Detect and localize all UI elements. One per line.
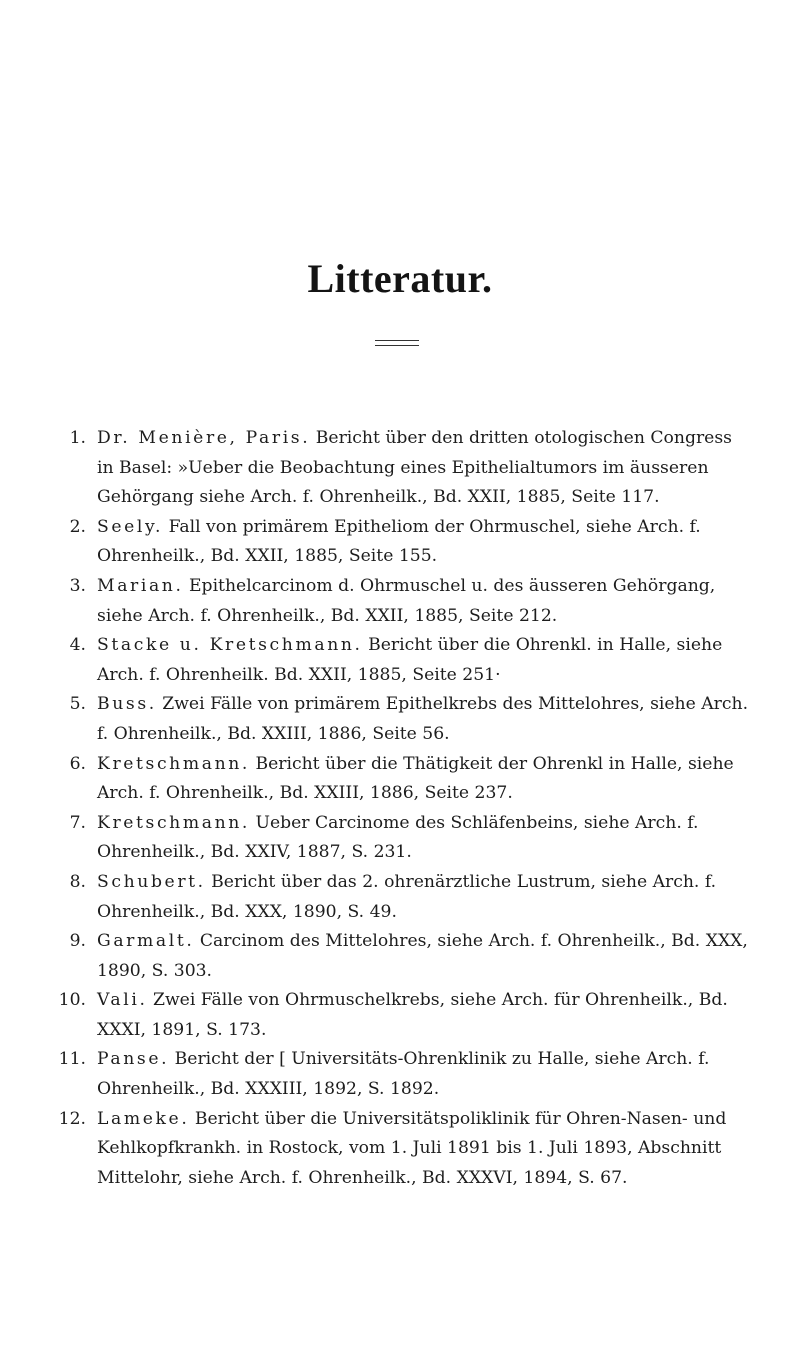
reference-item [50,868,750,927]
reference-text: Bericht über die Ohrenkl. in Halle, siehe Arch. f. Ohrenheilk. Bd. XXII, 1885, Seite 251· [97,635,723,685]
reference-item [50,572,750,631]
reference-item [50,809,750,868]
reference-text: Bericht über das 2. ohrenärztliche Lustrum, siehe Arch. f. Ohrenheilk., Bd. XXX, 1890, S. 49. [97,871,717,922]
reference-author: Kretschmann. [97,812,250,833]
reference-number: 12 . [50,1105,86,1135]
reference-author: Vali. [97,990,148,1011]
reference-text: Bericht über die Thätigkeit der Ohrenkl in Halle, siehe Arch. f. Ohrenheilk., Bd. XXIII, 1886, Seite 237. [97,753,734,804]
reference-number: 5 . [50,690,86,720]
reference-author: Lameke. [97,1108,190,1129]
reference-text: Ueber Carcinome des Schläfenbeins, siehe Arch. f. Ohrenheilk., Bd. XXIV, 1887, S. 231. [97,812,699,863]
reference-number: 8 . [50,868,86,898]
reference-text: Bericht über den dritten otologischen Congress in Basel: »Ueber die Beobachtung eines Epithelialtumors im äusseren Gehörgang siehe Arch. f. Ohrenheilk., Bd. XXII, 1885, Seite 117. [97,428,732,508]
reference-author: Marian. [97,575,184,596]
reference-number: 1 . [50,424,86,454]
reference-item [50,690,750,749]
reference-item [50,631,750,690]
reference-text: Zwei Fälle von primärem Epithelkrebs des Mittelohres, siehe Arch. f. Ohrenheilk., Bd. XXIII, 1886, Seite 56. [97,694,749,744]
reference-author: Dr. Menière, Paris. [97,428,311,448]
reference-number: 11 . [50,1045,86,1075]
reference-author: Stacke u. Kretschmann. [97,635,363,656]
reference-item [50,750,750,809]
reference-text: Bericht der [ Universitäts-Ohrenklinik zu Halle, siehe Arch. f. Ohrenheilk., Bd. XXXIII, 1892, S. 1892. [97,1049,710,1100]
reference-number: 10 . [50,986,86,1016]
reference-text: Bericht über die Universitätspoliklinik für Ohren-Nasen- und Kehlkopfkrankh. in Rostock, vom 1. Juli 1891 bis 1. Juli 1893, Abschnitt Mittelohr, siehe Arch. f. Ohrenheilk., Bd. XXXVI, 1894, S. 67. [97,1108,727,1188]
reference-list [50,424,750,1193]
reference-author: Kretschmann. [97,753,250,774]
reference-author: Garmalt. [97,931,195,952]
title-divider [375,340,419,346]
reference-item [50,927,750,986]
reference-item [50,1105,750,1194]
reference-item [50,424,750,513]
reference-author: Schubert. [97,871,206,892]
reference-number: 9 . [50,927,86,957]
reference-author: Buss. [97,694,157,715]
reference-text: Epithelcarcinom d. Ohrmuschel u. des äusseren Gehörgang, siehe Arch. f. Ohrenheilk., Bd. XXII, 1885, Seite 212. [97,575,716,626]
page-title: Litteratur. [307,256,493,301]
reference-number: 4 . [50,631,86,661]
reference-author: Seely. [97,516,164,537]
reference-number: 7 . [50,809,86,839]
reference-number: 2 . [50,513,86,543]
reference-number: 6 . [50,750,86,780]
reference-item [50,1045,750,1104]
reference-text: Zwei Fälle von Ohrmuschelkrebs, siehe Arch. für Ohrenheilk., Bd. XXXI, 1891, S. 173. [97,990,728,1040]
reference-author: Panse. [97,1049,170,1070]
reference-text: Carcinom des Mittelohres, siehe Arch. f. Ohrenheilk., Bd. XXX, 1890, S. 303. [97,931,748,981]
reference-text: Fall von primärem Epitheliom der Ohrmuschel, siehe Arch. f. Ohrenheilk., Bd. XXII, 1885, Seite 155. [97,516,701,567]
reference-item [50,513,750,572]
reference-number: 3 . [50,572,86,602]
reference-item [50,986,750,1045]
